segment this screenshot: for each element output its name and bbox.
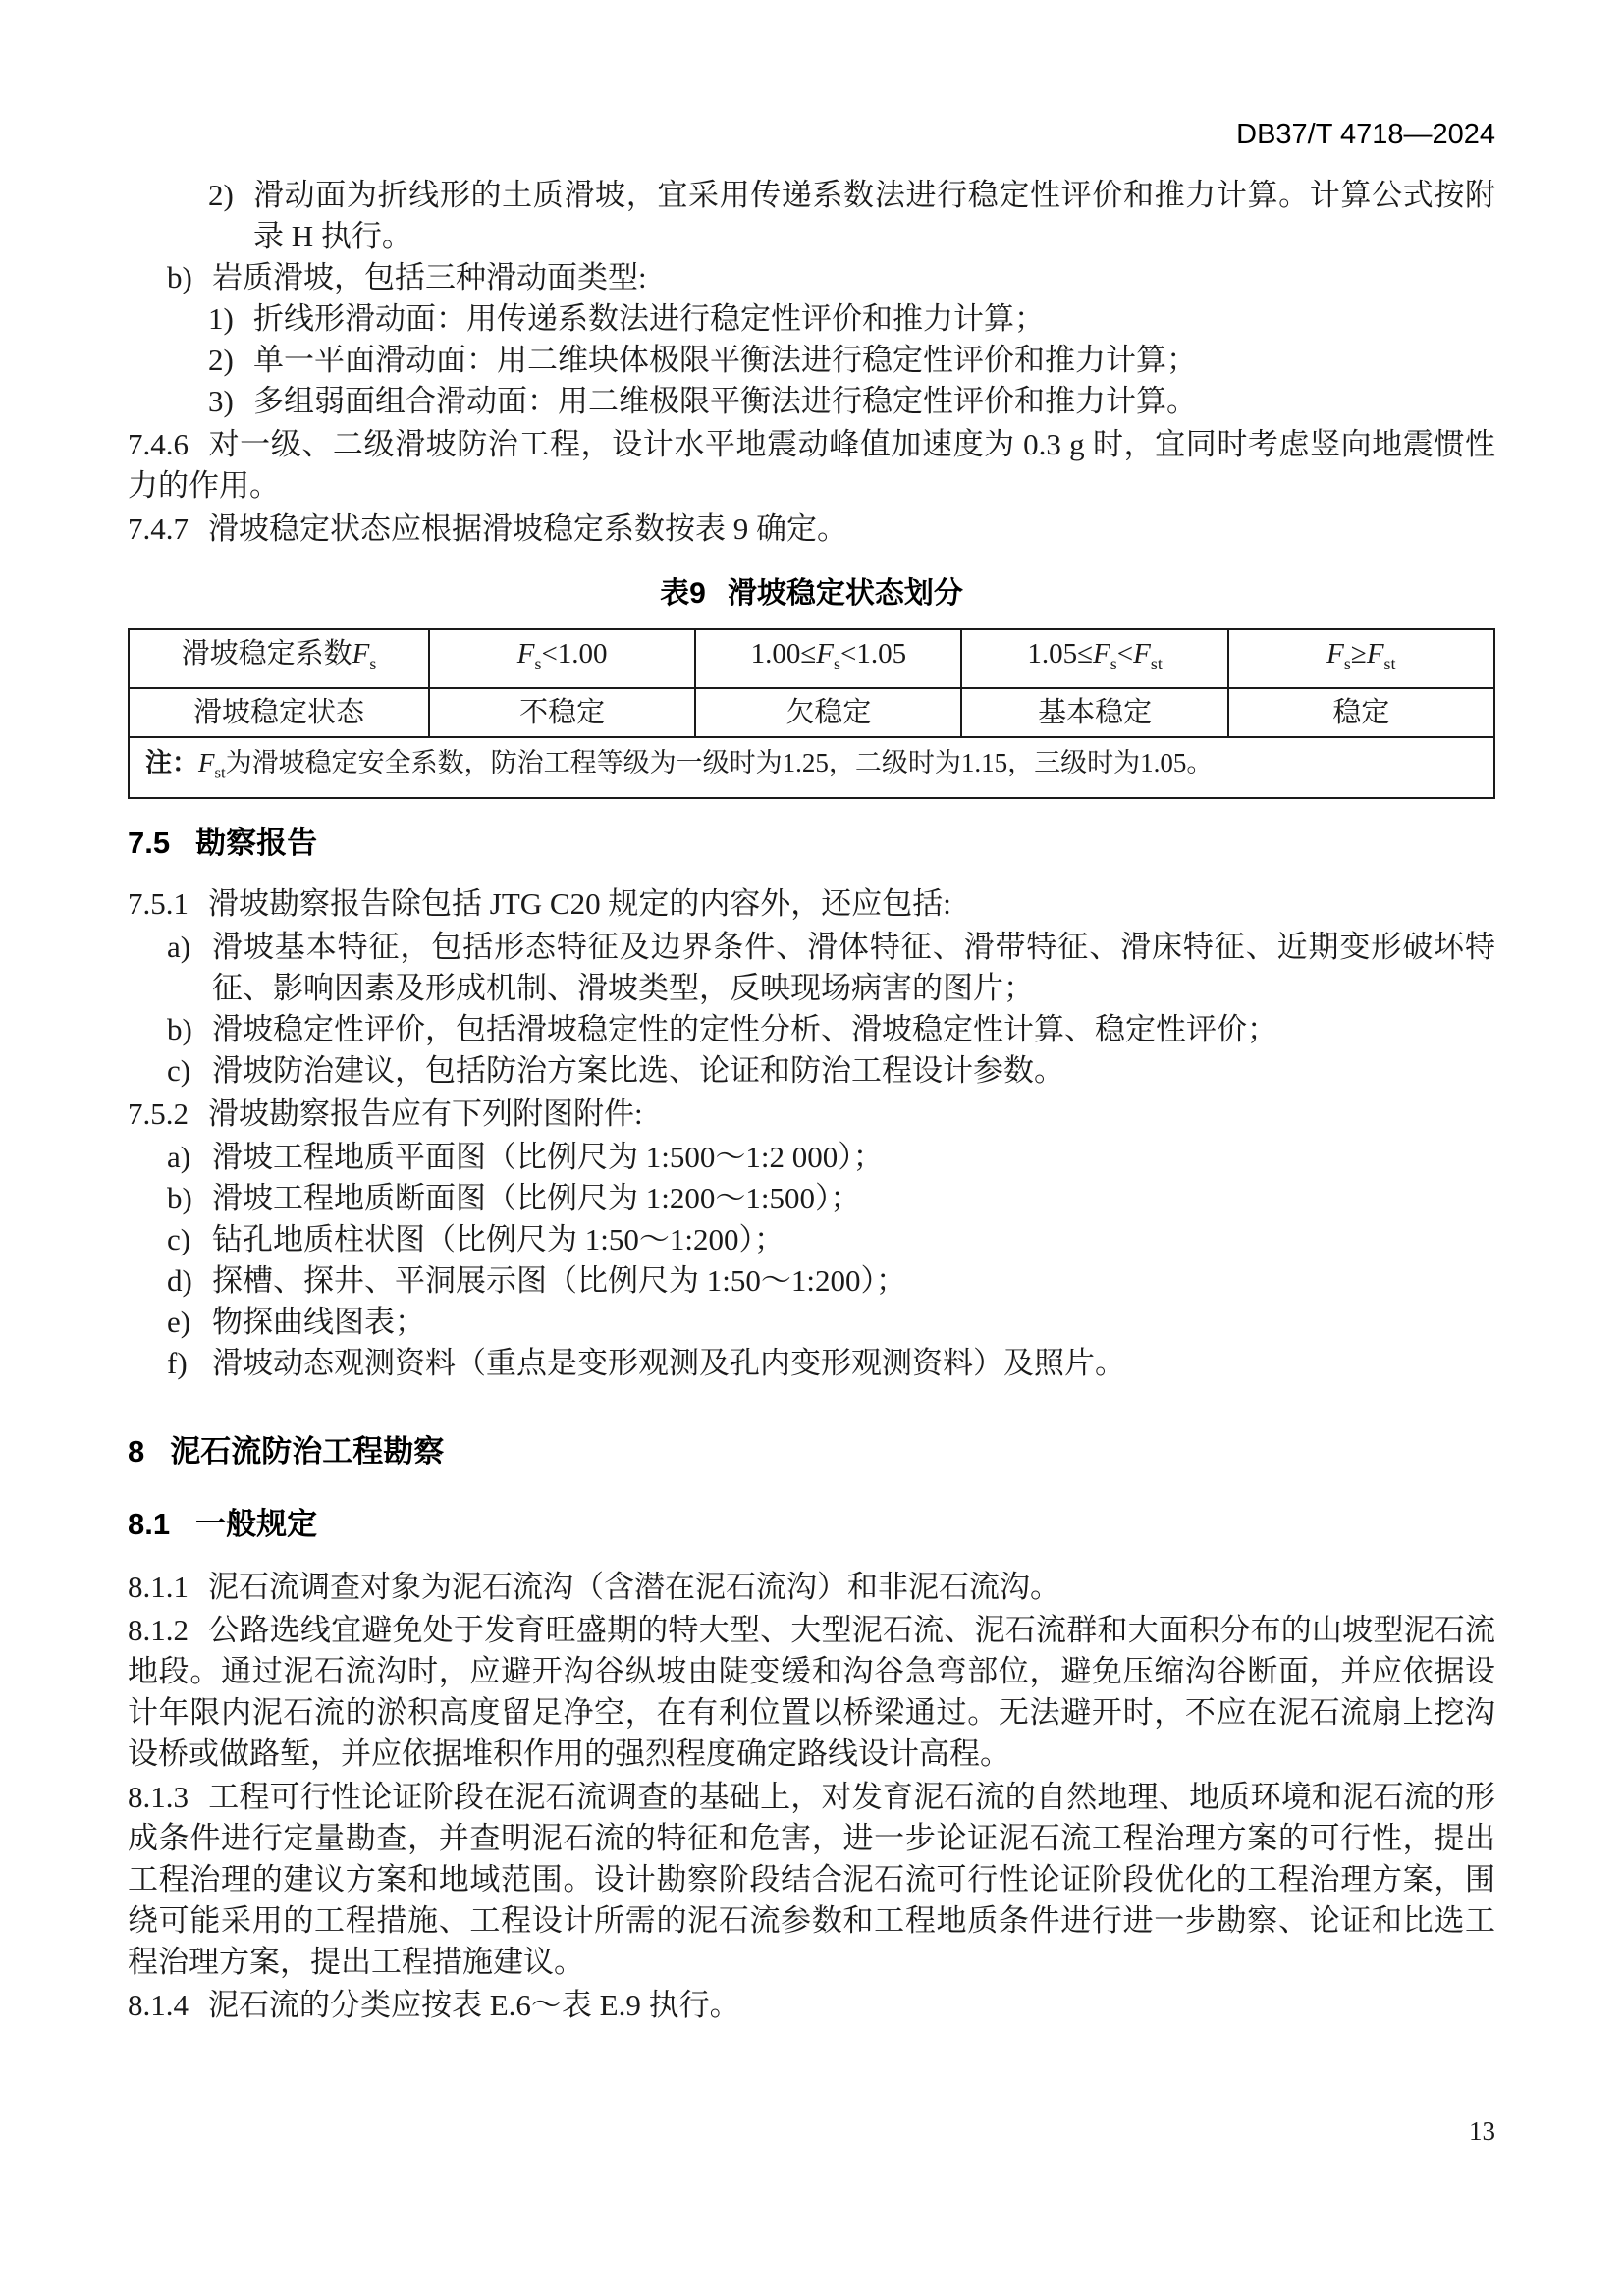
table-9-note-row: [129, 737, 1494, 798]
list-item-751-c: [128, 1050, 1495, 1092]
heading-7-5: [128, 823, 1495, 864]
list-text: 岩质滑坡，包括三种滑动面类型:: [212, 260, 647, 294]
clause-number: 7.5.1: [128, 886, 189, 922]
list-item-soil-2: [128, 175, 1495, 257]
clause-number: 8.1.4: [128, 1988, 189, 2023]
table-note: 注：$F_{st}$为滑坡稳定安全系数，防治工程等级为一级时为1.25，二级时为1.15，三级时为1.05。: [129, 737, 1494, 798]
list-marker: a): [167, 930, 191, 965]
clause-number: 8.1.3: [128, 1780, 189, 1815]
list-marker: 2): [208, 178, 234, 212]
list-item-752-b: [128, 1178, 1495, 1219]
table-cell-range-2: $1.00\le F_s<1.05$: [695, 629, 961, 688]
heading-number: 8: [128, 1434, 145, 1469]
clause-8-1-3: [128, 1777, 1495, 1983]
list-text: 探槽、探井、平洞展示图（比例尺为 1:50～1:200）；: [212, 1263, 906, 1299]
clause-7-4-7: [128, 508, 1495, 550]
table-cell-state-1: 不稳定: [429, 688, 695, 737]
table-cell-state-label: 滑坡稳定状态: [129, 688, 429, 737]
clause-text: 滑坡勘察报告除包括 JTG C20 规定的内容外，还应包括:: [208, 886, 951, 922]
list-text: 滑坡工程地质平面图（比例尺为 1:500～1:2 000）；: [212, 1140, 884, 1175]
list-marker: b): [167, 260, 192, 294]
list-text: 滑坡工程地质断面图（比例尺为 1:200～1:500）；: [212, 1181, 861, 1216]
list-marker: f): [167, 1346, 188, 1381]
list-item-752-c: [128, 1219, 1495, 1260]
table-cell-fs-label: 滑坡稳定系数$F_s$: [129, 629, 429, 688]
list-text: 物探曲线图表；: [212, 1305, 425, 1340]
page-content: [128, 175, 1495, 2026]
clause-number: 7.5.2: [128, 1096, 189, 1132]
clause-text: 泥石流调查对象为泥石流沟（含潜在泥石流沟）和非泥石流沟。: [208, 1570, 1060, 1605]
clause-number: 8.1.2: [128, 1613, 189, 1648]
list-text: 折线形滑动面：用传递系数法进行稳定性评价和推力计算；: [253, 301, 1045, 336]
table-cell-state-4: 稳定: [1228, 688, 1494, 737]
heading-title: 泥石流防治工程勘察: [170, 1434, 445, 1469]
clause-number: 7.4.7: [128, 511, 189, 546]
table-9-label: 表9: [660, 577, 706, 610]
list-marker: 1): [208, 301, 234, 336]
list-item-rock-1: [128, 298, 1495, 340]
list-marker: 3): [208, 384, 234, 418]
clause-number: 7.4.6: [128, 427, 189, 461]
list-text: 滑坡基本特征，包括形态特征及边界条件、滑体特征、滑带特征、滑床特征、近期变形破坏特征、影响因素及形成机制、滑坡类型，反映现场病害的图片；: [212, 930, 1495, 1006]
list-marker: d): [167, 1263, 192, 1299]
clause-7-4-6: [128, 424, 1495, 507]
clause-number: 8.1.1: [128, 1570, 189, 1605]
page-header: [128, 114, 1495, 155]
list-marker: e): [167, 1305, 191, 1340]
list-marker: c): [167, 1222, 191, 1257]
table-cell-range-3: $1.05\le F_s<F_{st}$: [961, 629, 1227, 688]
table-cell-state-3: 基本稳定: [961, 688, 1227, 737]
list-item-752-d: [128, 1260, 1495, 1302]
list-item-752-f: [128, 1343, 1495, 1384]
clause-text: 滑坡稳定状态应根据滑坡稳定系数按表 9 确定。: [208, 511, 847, 546]
list-marker: c): [167, 1053, 191, 1089]
doc-number: DB37/T 4718—2024: [1236, 119, 1495, 150]
table-9-title: 滑坡稳定状态划分: [727, 577, 963, 610]
list-item-752-a: [128, 1137, 1495, 1178]
list-text: 钻孔地质柱状图（比例尺为 1:50～1:200）；: [212, 1222, 785, 1257]
list-marker: b): [167, 1012, 192, 1047]
clause-7-5-2: [128, 1094, 1495, 1135]
clause-8-1-4: [128, 1985, 1495, 2026]
table-9-header-row: [129, 629, 1494, 688]
list-text: 多组弱面组合滑动面：用二维极限平衡法进行稳定性评价和推力计算。: [253, 384, 1197, 418]
list-item-751-a: [128, 927, 1495, 1009]
clause-8-1-2: [128, 1610, 1495, 1775]
list-text: 单一平面滑动面：用二维块体极限平衡法进行稳定性评价和推力计算；: [253, 343, 1197, 377]
list-marker: b): [167, 1181, 192, 1216]
clause-8-1-1: [128, 1567, 1495, 1608]
list-text: 滑动面为折线形的土质滑坡，宜采用传递系数法进行稳定性评价和推力计算。计算公式按附录 H 执行。: [253, 178, 1495, 253]
list-text: 滑坡稳定性评价，包括滑坡稳定性的定性分析、滑坡稳定性计算、稳定性评价；: [212, 1012, 1277, 1047]
heading-8-1: [128, 1504, 1495, 1545]
heading-number: 8.1: [128, 1507, 171, 1542]
clause-text: 工程可行性论证阶段在泥石流调查的基础上，对发育泥石流的自然地理、地质环境和泥石流的形成条件进行定量勘查，并查明泥石流的特征和危害，进一步论证泥石流工程治理方案的可行性，提出工程治理的建议方案和地域范围。设计勘察阶段结合泥石流可行性论证阶段优化的工程治理方案，围绕可能采用的工程措施、工程设计所需的泥石流参数和工程地质条件进行进一步勘察、论证和比选工程治理方案，提出工程措施建议。: [128, 1780, 1495, 1980]
list-item-752-e: [128, 1302, 1495, 1343]
table-cell-range-1: $F_s<1.00$: [429, 629, 695, 688]
clause-text: 对一级、二级滑坡防治工程，设计水平地震动峰值加速度为 0.3 g 时，宜同时考虑竖向地震惯性力的作用。: [128, 427, 1495, 503]
list-marker: a): [167, 1140, 191, 1175]
list-text: 滑坡防治建议，包括防治方案比选、论证和防治工程设计参数。: [212, 1053, 1064, 1089]
heading-number: 7.5: [128, 826, 171, 861]
table-9-caption: [128, 573, 1495, 614]
list-marker: 2): [208, 343, 234, 377]
clause-text: 泥石流的分类应按表 E.6～表 E.9 执行。: [208, 1988, 740, 2023]
clause-text: 滑坡勘察报告应有下列附图附件:: [208, 1096, 643, 1132]
list-item-751-b: [128, 1009, 1495, 1050]
list-item-rock-3: [128, 381, 1495, 422]
list-item-rock-2: [128, 340, 1495, 381]
table-cell-state-2: 欠稳定: [695, 688, 961, 737]
heading-title: 一般规定: [195, 1507, 318, 1542]
list-text: 滑坡动态观测资料（重点是变形观测及孔内变形观测资料）及照片。: [212, 1346, 1125, 1381]
clause-7-5-1: [128, 883, 1495, 925]
page-number: 13: [1469, 2116, 1495, 2146]
heading-8: [128, 1431, 1495, 1472]
list-item-rock: [128, 257, 1495, 298]
clause-text: 公路选线宜避免处于发育旺盛期的特大型、大型泥石流、泥石流群和大面积分布的山坡型泥石流地段。通过泥石流沟时，应避开沟谷纵坡由陡变缓和沟谷急弯部位，避免压缩沟谷断面，并应依据设计年限内泥石流的淤积高度留足净空，在有利位置以桥梁通过。无法避开时，不应在泥石流扇上挖沟设桥或做路堑，并应依据堆积作用的强烈程度确定路线设计高程。: [128, 1613, 1495, 1772]
table-9: [128, 628, 1495, 799]
table-cell-range-4: $F_s\ge F_{st}$: [1228, 629, 1494, 688]
table-9-state-row: [129, 688, 1494, 737]
heading-title: 勘察报告: [195, 826, 318, 861]
